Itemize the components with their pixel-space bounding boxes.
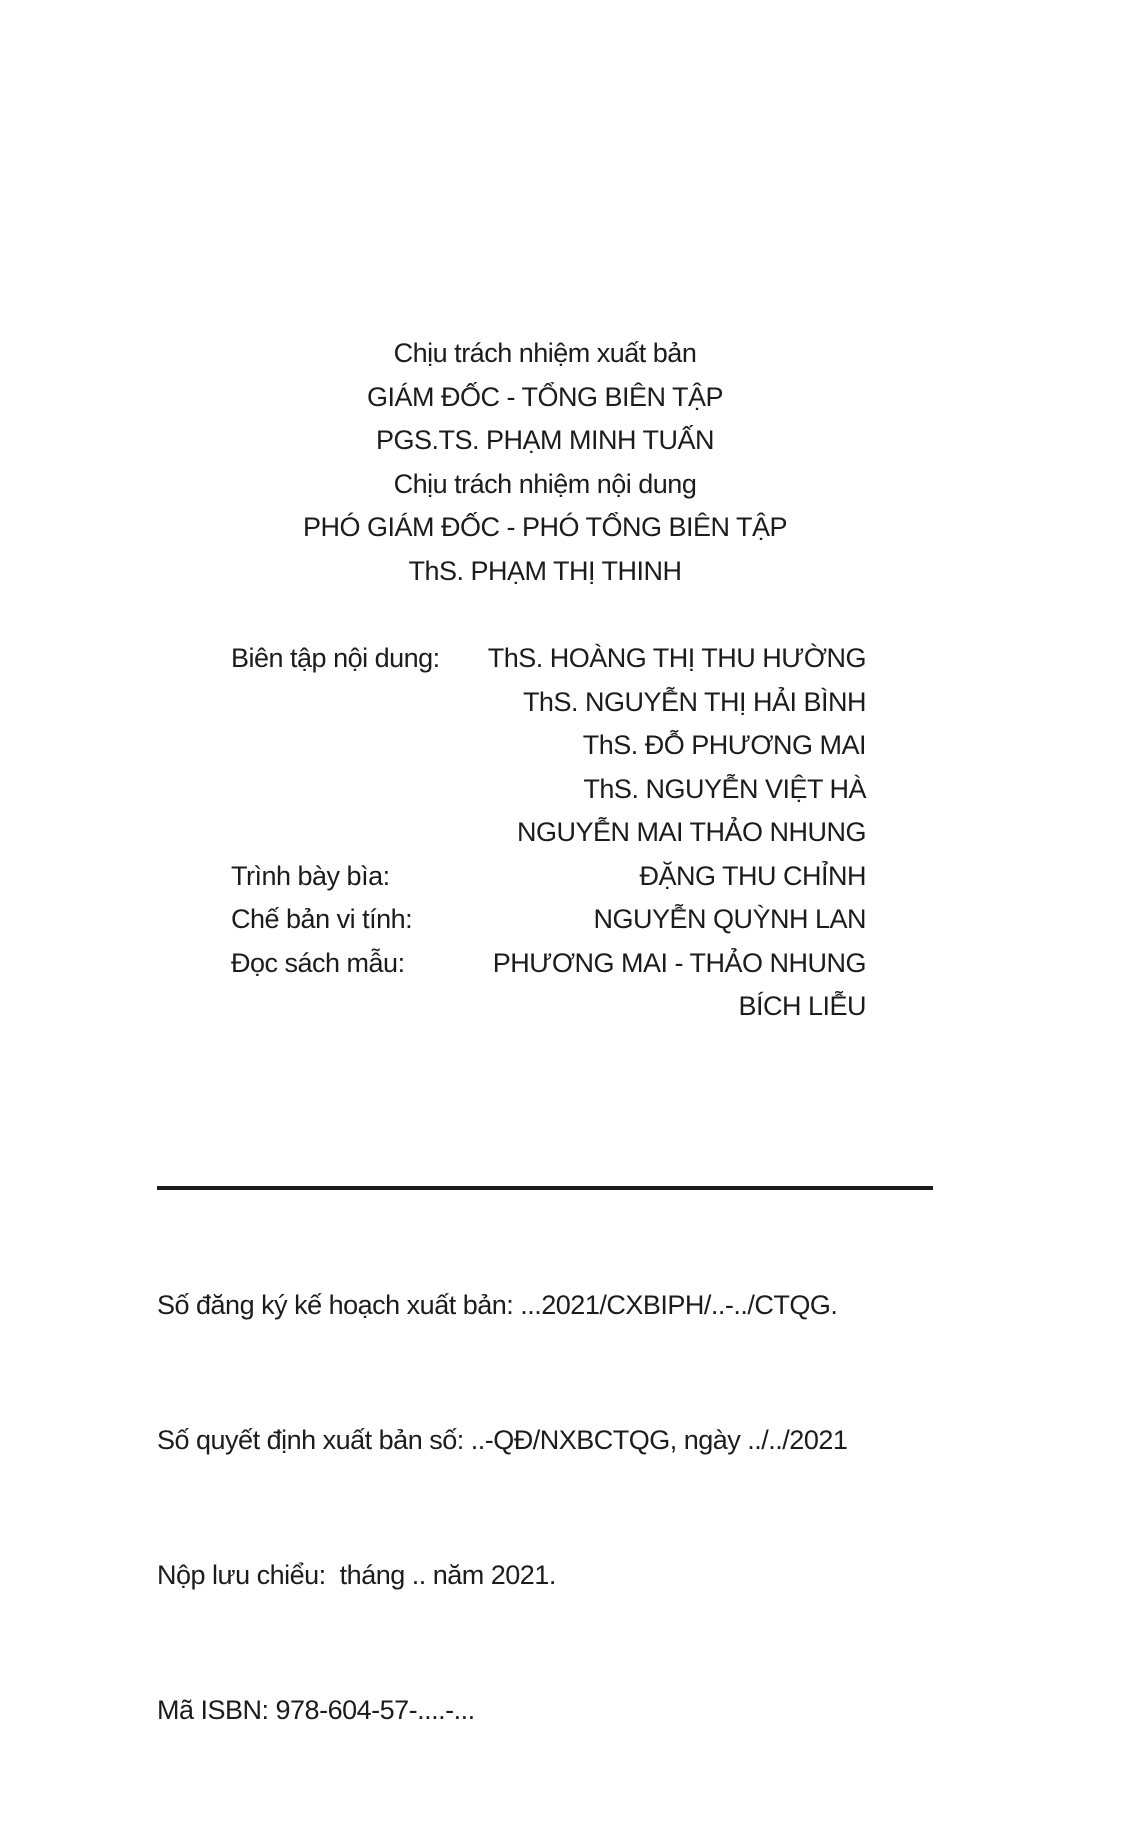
registration-block (157, 1193, 1057, 1823)
credit-row (231, 855, 866, 899)
responsibility-line: Chịu trách nhiệm nội dung (393, 468, 697, 499)
responsibility-line: GIÁM ĐỐC - TỔNG BIÊN TẬP (366, 381, 724, 412)
credit-label: Chế bản vi tính: (231, 904, 413, 934)
credits-block (231, 637, 866, 1029)
credit-label: Trình bày bìa: (231, 860, 390, 891)
credit-row (231, 724, 866, 768)
credit-name: ThS. ĐỖ PHƯƠNG MAI (582, 730, 866, 760)
credit-name: ThS. HOÀNG THỊ THU HƯỜNG (487, 643, 866, 673)
registration-line: Nộp lưu chiểu: tháng .. năm 2021. (157, 1560, 556, 1590)
credit-row (231, 898, 866, 942)
credit-name: BÍCH LIỄU (738, 991, 866, 1021)
credit-row (231, 985, 866, 1029)
responsibility-line: PHÓ GIÁM ĐỐC - PHÓ TỔNG BIÊN TẬP (302, 512, 788, 542)
registration-line: Mã ISBN: 978-604-57-....-... (157, 1695, 475, 1725)
credit-name: PHƯƠNG MAI - THẢO NHUNG (492, 947, 866, 978)
credit-label: Đọc sách mẫu: (231, 947, 405, 978)
registration-line: Số quyết định xuất bản số: ..-QĐ/NXBCTQG, ngày ../../2021 (157, 1425, 848, 1455)
credit-name: ĐẶNG THU CHỈNH (639, 860, 866, 891)
credit-row (231, 942, 866, 986)
registration-line: Số đăng ký kế hoạch xuất bản: ...2021/CXBIPH/..-../CTQG. (157, 1290, 838, 1320)
credit-name: ThS. NGUYỄN VIỆT HÀ (583, 773, 866, 804)
credit-name: ThS. NGUYỄN THỊ HẢI BÌNH (522, 686, 866, 717)
credit-name: NGUYỄN QUỲNH LAN (593, 904, 866, 934)
responsibility-block (157, 332, 933, 593)
divider-rule (157, 1186, 933, 1190)
responsibility-line: PGS.TS. PHẠM MINH TUẤN (375, 425, 715, 455)
credit-row (231, 768, 866, 812)
credit-name: NGUYỄN MAI THẢO NHUNG (516, 817, 866, 847)
responsibility-line: ThS. PHẠM THỊ THINH (408, 555, 682, 586)
credit-row (231, 811, 866, 855)
credit-row (231, 681, 866, 725)
responsibility-line: Chịu trách nhiệm xuất bản (393, 338, 697, 368)
credit-label: Biên tập nội dung: (231, 643, 440, 673)
credit-row (231, 637, 866, 681)
